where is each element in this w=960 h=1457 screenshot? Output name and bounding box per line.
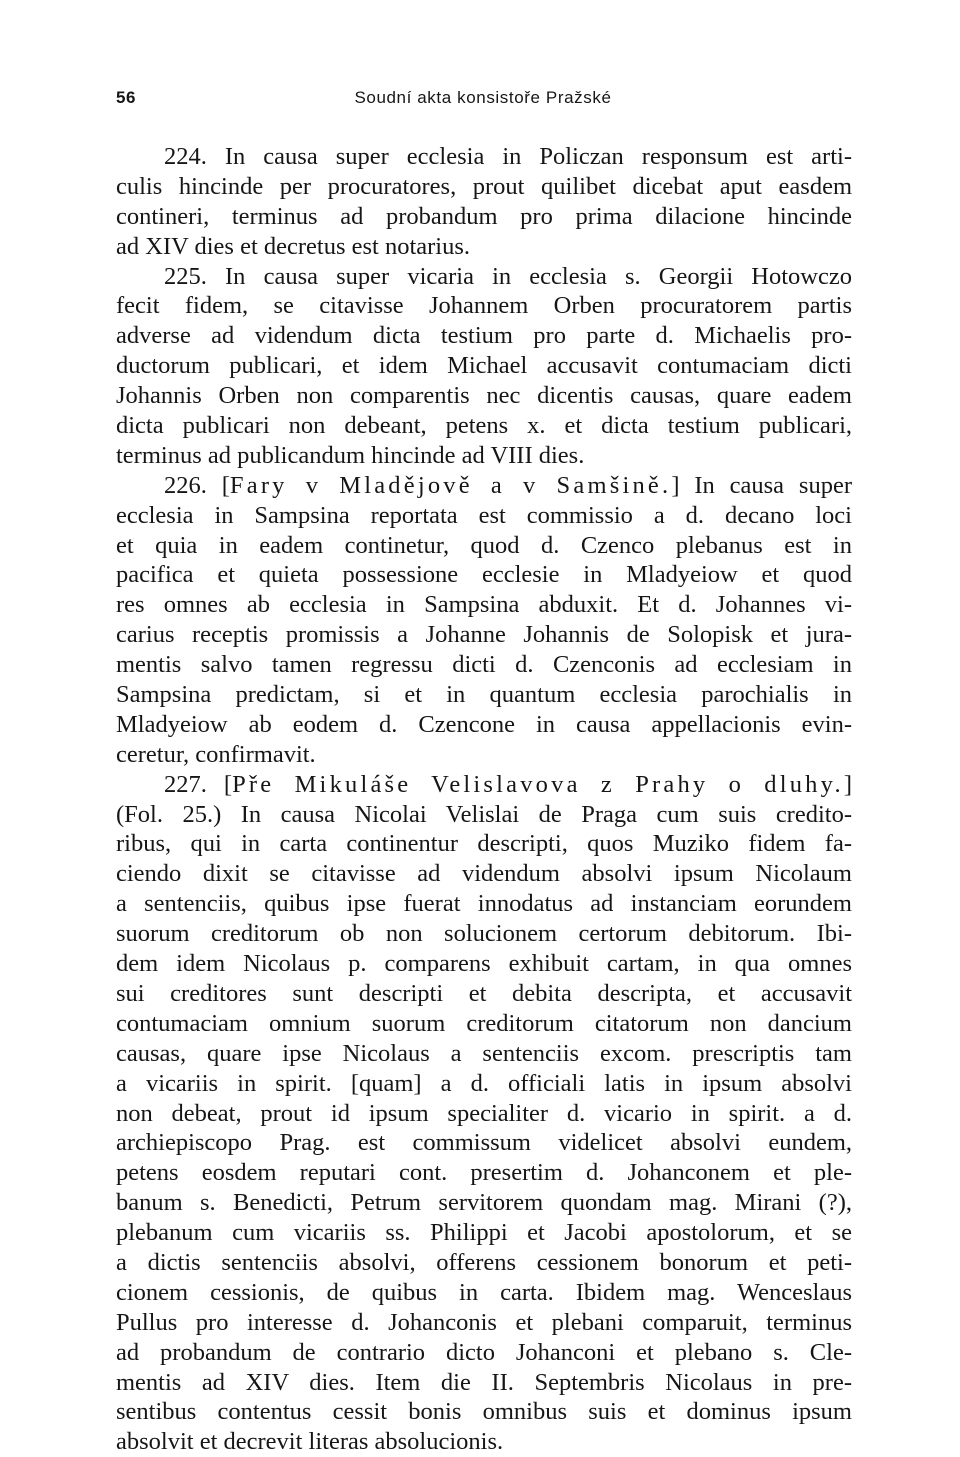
text-line bbox=[116, 202, 852, 232]
line-text: ad probandum de contrario dicto Johanconi et plebano s. Cle- bbox=[116, 1338, 852, 1366]
line-text: absolvit et decrevit literas absolucionis. bbox=[116, 1428, 504, 1456]
line-text: archiepiscopo Prag. est commissum videlicet absolvi eundem, bbox=[116, 1129, 852, 1157]
text-line bbox=[116, 1248, 852, 1278]
line-text: carius receptis promissis a Johanne Johannis de Solopisk et jura- bbox=[116, 621, 852, 649]
text-line bbox=[116, 172, 852, 202]
line-text: sui creditores sunt descripti et debita descripta, et accusavit bbox=[116, 979, 852, 1007]
line-text: Johannis Orben non comparentis nec dicentis causas, quare eadem bbox=[116, 382, 852, 410]
text-line bbox=[116, 501, 852, 531]
text-line bbox=[116, 1188, 852, 1218]
spaced-heading-text: Pře Mikuláše Velislavova z Prahy o dluhy. bbox=[232, 770, 844, 798]
line-text: fecit fidem, se citavisse Johannem Orben procuratorem partis bbox=[116, 292, 852, 320]
text-line bbox=[116, 650, 852, 680]
text-line bbox=[116, 471, 852, 501]
line-text: et quia in eadem continetur, quod d. Czenco plebanus est in bbox=[116, 531, 852, 559]
line-text: ceretur, confirmavit. bbox=[116, 740, 316, 768]
text-line bbox=[116, 1039, 852, 1069]
line-text: a sentenciis, quibus ipse fuerat innodatus ad instanciam eorundem bbox=[116, 890, 852, 918]
line-text: Pullus pro interesse d. Johanconis et plebani comparuit, terminus bbox=[116, 1308, 852, 1336]
text-line bbox=[116, 441, 852, 471]
line-text: ductorum publicari, et idem Michael accusavit contumaciam dicti bbox=[116, 352, 852, 380]
line-text: a vicariis in spirit. [quam] a d. officiali latis in ipsum absolvi bbox=[116, 1069, 852, 1097]
line-text: banum s. Benedicti, Petrum servitorem quondam mag. Mirani (?), bbox=[116, 1189, 852, 1217]
running-title: Soudní akta konsistoře Pražské bbox=[354, 88, 612, 107]
line-text: dem idem Nicolaus p. comparens exhibuit cartam, in qua omnes bbox=[116, 950, 852, 978]
line-text: terminus ad publicandum hincinde ad VIII dies. bbox=[116, 441, 585, 469]
line-text: mentis ad XIV dies. Item die II. Septembris Nicolaus in pre- bbox=[116, 1368, 852, 1396]
text-line bbox=[116, 859, 852, 889]
line-text: a dictis sentenciis absolvi, offerens cessionem bonorum et peti- bbox=[116, 1248, 852, 1276]
line-text: cionem cessionis, de quibus in carta. Ibidem mag. Wenceslaus bbox=[116, 1278, 852, 1306]
line-text: Sampsina predictam, si et in quantum ecclesia parochialis in bbox=[116, 681, 852, 709]
text-line bbox=[116, 1218, 852, 1248]
text-line bbox=[116, 740, 852, 770]
line-text: plebanum cum vicariis ss. Philippi et Jacobi apostolorum, et se bbox=[116, 1219, 852, 1247]
text-line bbox=[116, 1069, 852, 1099]
text-line bbox=[116, 1368, 852, 1398]
body-text bbox=[116, 142, 852, 1457]
text-line bbox=[116, 710, 852, 740]
text-line bbox=[116, 1009, 852, 1039]
text-line bbox=[116, 1427, 852, 1457]
line-text-continued: ] bbox=[843, 770, 852, 798]
line-text: 227. [ bbox=[164, 770, 233, 798]
text-line bbox=[116, 919, 852, 949]
text-line bbox=[116, 1397, 852, 1427]
text-line bbox=[116, 531, 852, 561]
text-line bbox=[116, 1128, 852, 1158]
text-line bbox=[116, 1278, 852, 1308]
text-line bbox=[116, 142, 852, 172]
page-number: 56 bbox=[116, 88, 136, 107]
text-line bbox=[116, 262, 852, 292]
text-line bbox=[116, 800, 852, 830]
text-line bbox=[116, 829, 852, 859]
line-text: ad XIV dies et decretus est notarius. bbox=[116, 232, 471, 260]
text-line bbox=[116, 1308, 852, 1338]
line-text: ciendo dixit se citavisse ad videndum absolvi ipsum Nicolaum bbox=[116, 860, 852, 888]
line-text: mentis salvo tamen regressu dicti d. Czenconis ad ecclesiam in bbox=[116, 651, 852, 679]
text-line bbox=[116, 381, 852, 411]
text-line bbox=[116, 1158, 852, 1188]
line-text: causas, quare ipse Nicolaus a sentenciis excom. prescriptis tam bbox=[116, 1039, 852, 1067]
line-text: ribus, qui in carta continentur descripti, quos Muziko fidem fa- bbox=[116, 830, 852, 858]
line-text: ecclesia in Sampsina reportata est commissio a d. decano loci bbox=[116, 501, 852, 529]
text-line bbox=[116, 232, 852, 262]
line-text: contineri, terminus ad probandum pro prima dilacione hincinde bbox=[116, 202, 852, 230]
line-text: (Fol. 25.) In causa Nicolai Velislai de Praga cum suis credito- bbox=[116, 800, 852, 828]
text-line bbox=[116, 770, 852, 800]
line-text: Mladyeiow ab eodem d. Czencone in causa appellacionis evin- bbox=[116, 710, 852, 738]
line-text: contumaciam omnium suorum creditorum citatorum non dancium bbox=[116, 1009, 852, 1037]
text-line bbox=[116, 560, 852, 590]
text-line bbox=[116, 1099, 852, 1129]
text-line bbox=[116, 620, 852, 650]
text-line bbox=[116, 979, 852, 1009]
line-text: pacifica et quieta possessione ecclesie in Mladyeiow et quod bbox=[116, 561, 852, 589]
text-line bbox=[116, 411, 852, 441]
line-text: sentibus contentus cessit bonis omnibus suis et dominus ipsum bbox=[116, 1398, 852, 1426]
line-text: petens eosdem reputari cont. presertim d. Johanconem et ple- bbox=[116, 1159, 852, 1187]
line-text: suorum creditorum ob non solucionem certorum debitorum. Ibi- bbox=[116, 920, 852, 948]
text-line bbox=[116, 889, 852, 919]
spaced-heading-text: Fary v Mladějově a v Samšině. bbox=[229, 471, 672, 499]
line-text: culis hincinde per procuratores, prout quilibet dicebat aput easdem bbox=[116, 172, 852, 200]
text-line bbox=[116, 291, 852, 321]
text-line bbox=[116, 1338, 852, 1368]
line-text: 225. In causa super vicaria in ecclesia s. Georgii Hotowczo bbox=[164, 262, 852, 290]
line-text: 226. [ bbox=[164, 471, 230, 499]
line-text: adverse ad videndum dicta testium pro parte d. Michaelis pro- bbox=[116, 322, 852, 350]
line-text: 224. In causa super ecclesia in Policzan responsum est arti- bbox=[164, 143, 852, 170]
line-text: non debeat, prout id ipsum specialiter d. vicario in spirit. a d. bbox=[116, 1099, 852, 1127]
page-header bbox=[116, 88, 850, 112]
line-text: dicta publicari non debeant, petens x. et dicta testium publicari, bbox=[116, 412, 852, 440]
line-text: res omnes ab ecclesia in Sampsina abduxit. Et d. Johannes vi- bbox=[116, 591, 852, 619]
text-line bbox=[116, 321, 852, 351]
text-line bbox=[116, 949, 852, 979]
text-line bbox=[116, 351, 852, 381]
line-text-continued: ] In causa super bbox=[671, 471, 852, 499]
text-line bbox=[116, 590, 852, 620]
text-line bbox=[116, 680, 852, 710]
